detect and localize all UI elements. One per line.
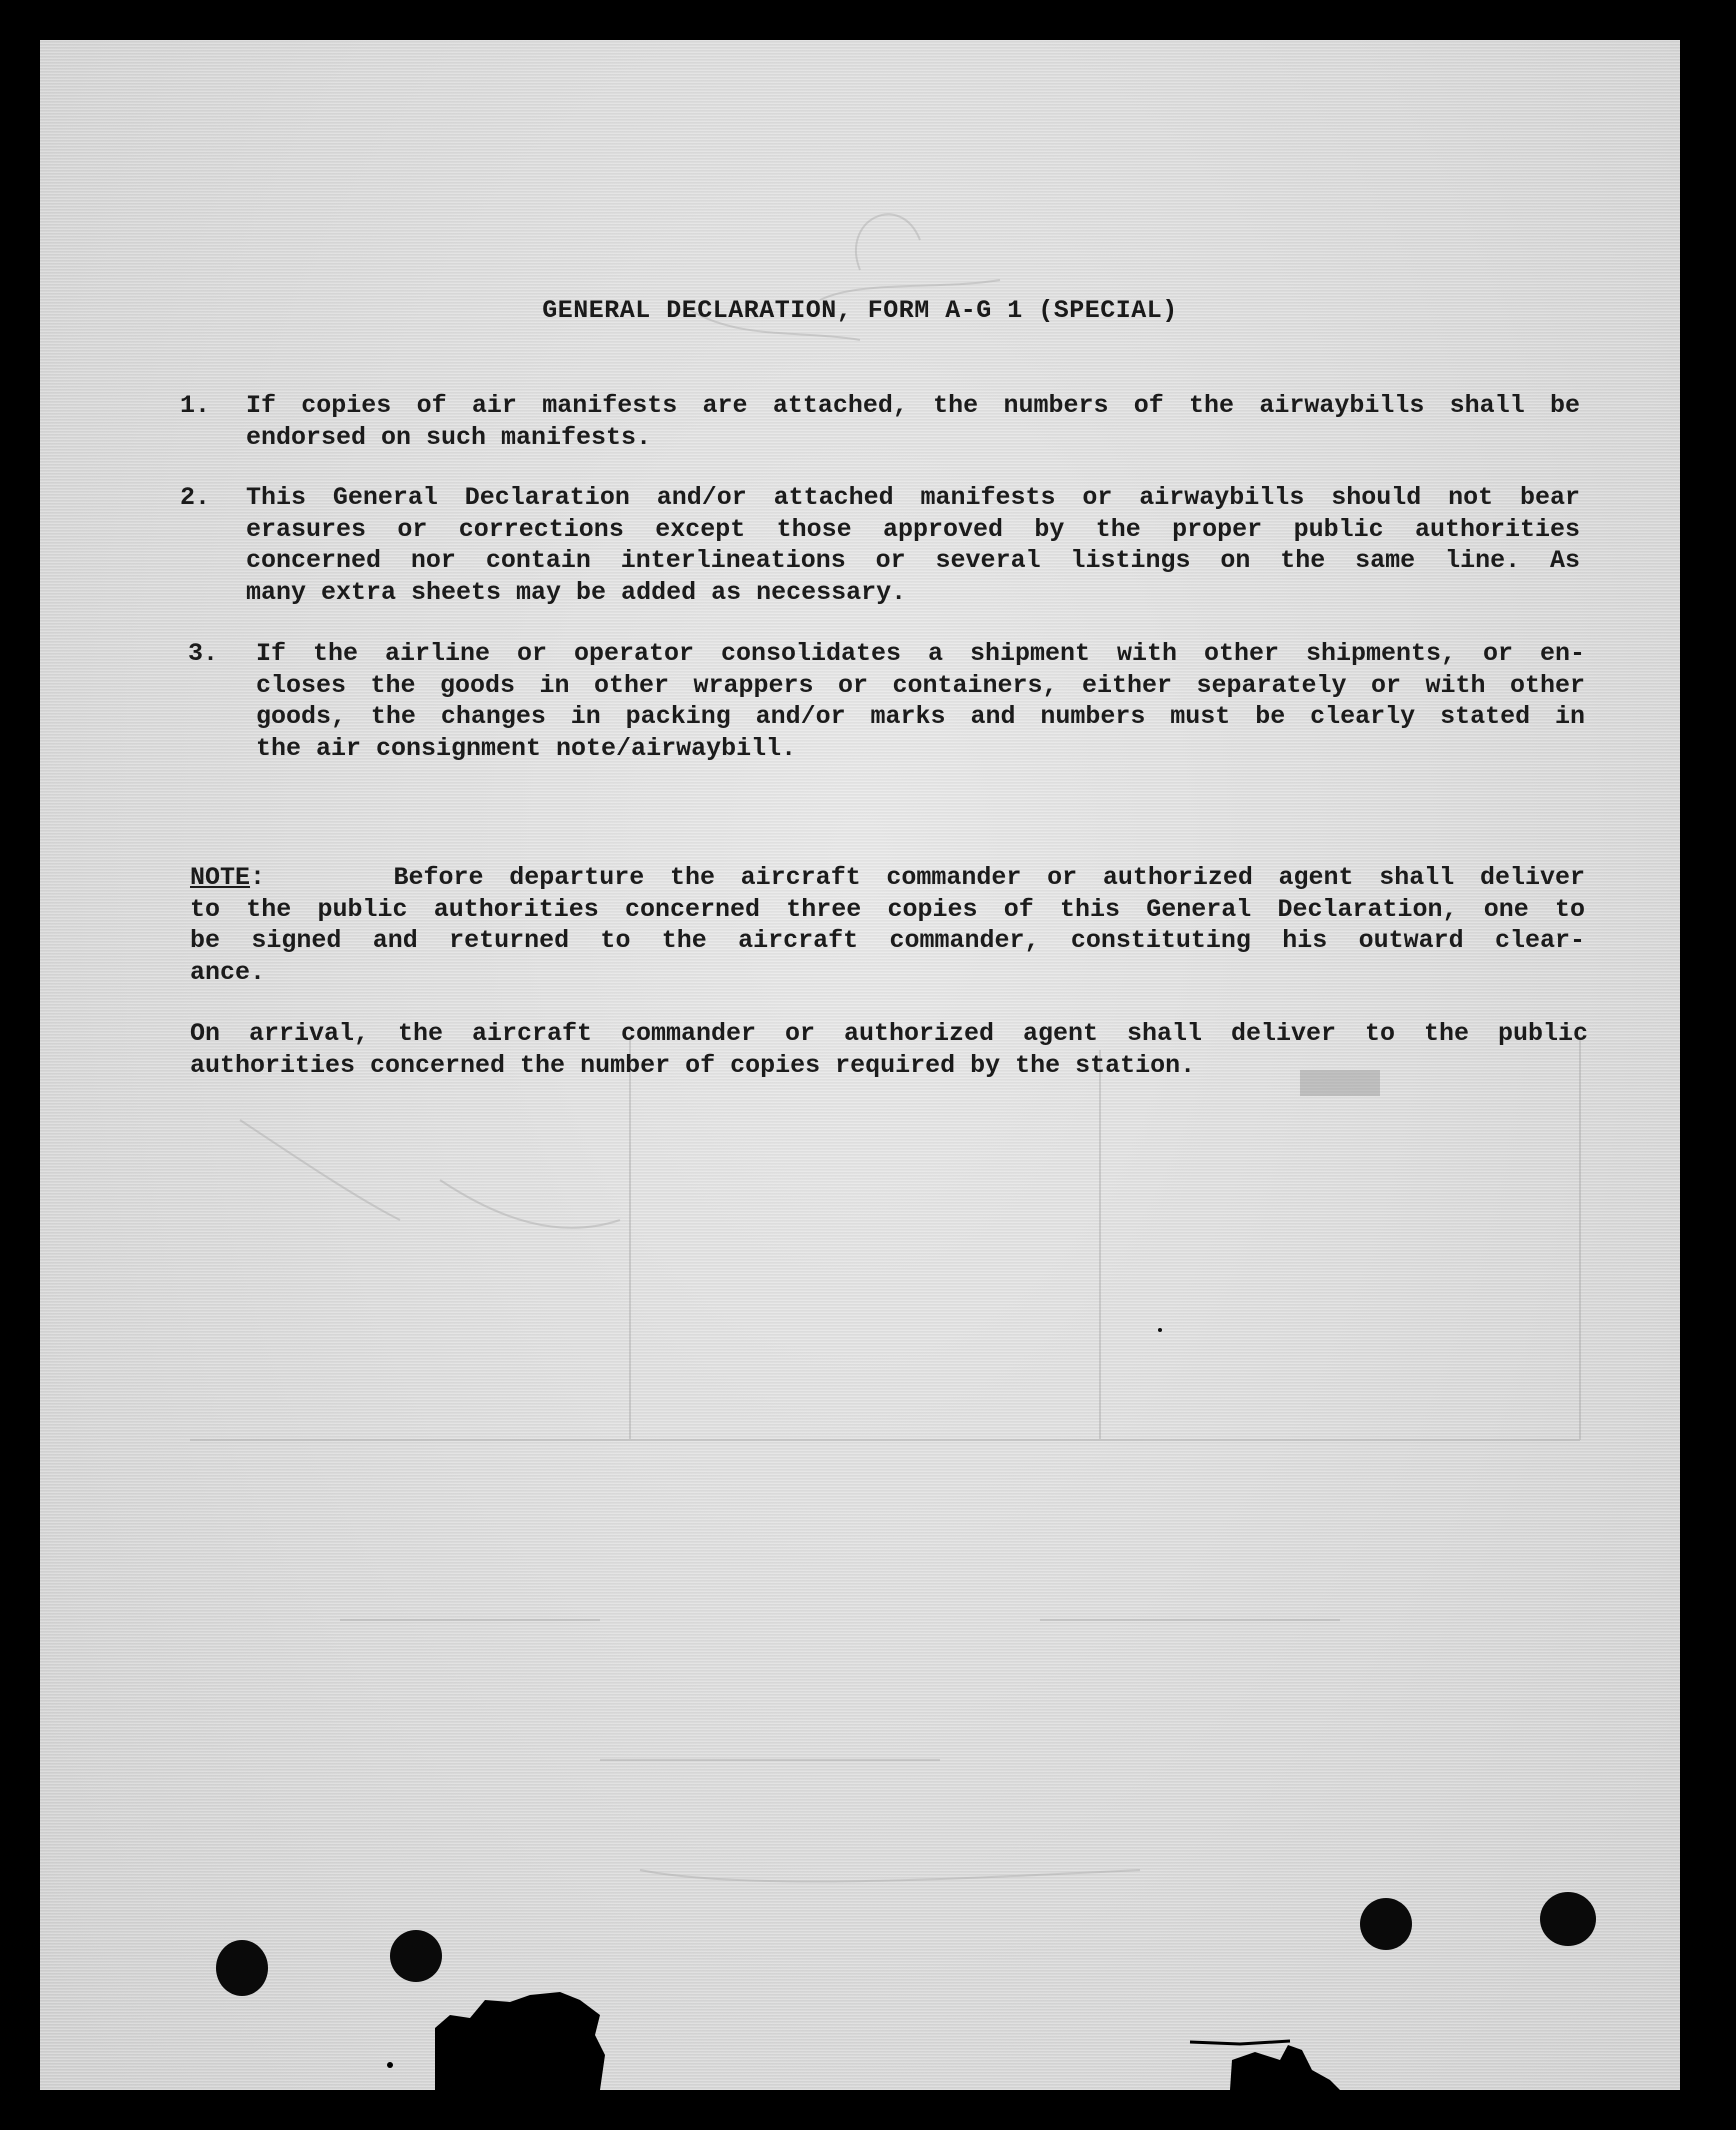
note-label: NOTE — [190, 863, 251, 892]
note-first-line-text: Before departure the aircraft commander or authorized agent shall deliver — [393, 863, 1585, 892]
note-line: ance. — [190, 957, 266, 987]
item-line: erasures or corrections except those approved by the proper public authorities — [246, 514, 1580, 544]
note-colon: : — [250, 863, 266, 892]
page-title: GENERAL DECLARATION, FORM A-G 1 (SPECIAL) — [542, 296, 1178, 325]
note-line: be signed and returned to the aircraft commander, constituting his outward clear- — [190, 926, 1585, 955]
note-line: to the public authorities concerned three copies of this General Declaration, one to — [190, 894, 1585, 924]
item-line: This General Declaration and/or attached manifests or airwaybills should not bear — [246, 483, 1580, 512]
item-number: 1. — [180, 391, 211, 420]
paper-sheet — [40, 40, 1680, 2090]
item-line: concerned nor contain interlineations or several listings on the same line. As — [246, 546, 1580, 575]
item-line: many extra sheets may be added as necessary. — [246, 577, 907, 607]
item-line: If the airline or operator consolidates a shipment with other shipments, or en- — [256, 639, 1585, 668]
item-line: closes the goods in other wrappers or containers, either separately or with other — [256, 670, 1585, 700]
item-line: goods, the changes in packing and/or marks and numbers must be clearly stated in — [256, 702, 1585, 731]
arrival-line: On arrival, the aircraft commander or authorized agent shall deliver to the public — [190, 1019, 1588, 1048]
torn-edge — [40, 40, 1680, 2090]
arrival-line: authorities concerned the number of copies required by the station. — [190, 1050, 1196, 1080]
item-number: 3. — [188, 639, 219, 668]
item-number: 2. — [180, 483, 211, 512]
item-line: the air consignment note/airwaybill. — [256, 733, 797, 763]
item-line: If copies of air manifests are attached, the numbers of the airwaybills shall be — [246, 391, 1580, 420]
item-line: endorsed on such manifests. — [246, 422, 652, 452]
